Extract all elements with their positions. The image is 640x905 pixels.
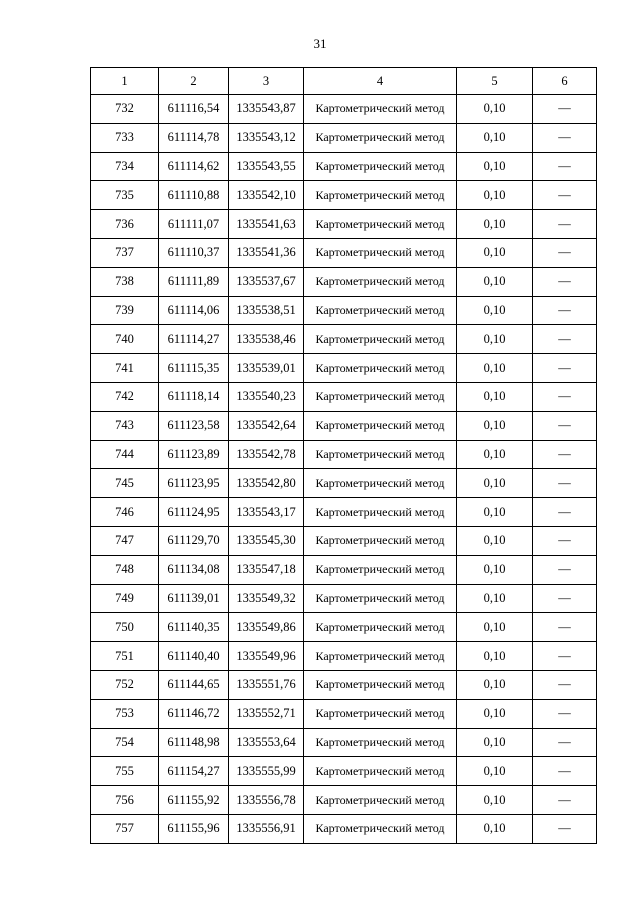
table-row (91, 440, 597, 469)
x-coordinate-cell: 611111,07 (159, 210, 229, 239)
x-coordinate-cell: 611118,14 (159, 382, 229, 411)
x-coordinate-cell: 611114,78 (159, 123, 229, 152)
header-cell-2: 2 (159, 68, 229, 95)
note-cell: — (533, 210, 597, 239)
point-number-cell: 755 (91, 757, 159, 786)
point-number-cell: 748 (91, 555, 159, 584)
table-row (91, 642, 597, 671)
accuracy-cell: 0,10 (457, 584, 533, 613)
header-cell-1: 1 (91, 68, 159, 95)
point-number-cell: 738 (91, 267, 159, 296)
accuracy-cell: 0,10 (457, 786, 533, 815)
table-row (91, 670, 597, 699)
point-number-cell: 742 (91, 382, 159, 411)
accuracy-cell: 0,10 (457, 699, 533, 728)
table-row (91, 382, 597, 411)
note-cell: — (533, 555, 597, 584)
header-cell-3: 3 (229, 68, 304, 95)
point-number-cell: 739 (91, 296, 159, 325)
method-cell: Картометрический метод (304, 181, 457, 210)
y-coordinate-cell: 1335549,96 (229, 642, 304, 671)
y-coordinate-cell: 1335556,78 (229, 786, 304, 815)
accuracy-cell: 0,10 (457, 757, 533, 786)
y-coordinate-cell: 1335552,71 (229, 699, 304, 728)
note-cell: — (533, 469, 597, 498)
accuracy-cell: 0,10 (457, 642, 533, 671)
table-row (91, 181, 597, 210)
point-number-cell: 736 (91, 210, 159, 239)
point-number-cell: 734 (91, 152, 159, 181)
method-cell: Картометрический метод (304, 238, 457, 267)
method-cell: Картометрический метод (304, 757, 457, 786)
y-coordinate-cell: 1335542,64 (229, 411, 304, 440)
point-number-cell: 740 (91, 325, 159, 354)
method-cell: Картометрический метод (304, 123, 457, 152)
point-number-cell: 732 (91, 95, 159, 124)
x-coordinate-cell: 611123,58 (159, 411, 229, 440)
x-coordinate-cell: 611110,37 (159, 238, 229, 267)
note-cell: — (533, 786, 597, 815)
accuracy-cell: 0,10 (457, 123, 533, 152)
point-number-cell: 735 (91, 181, 159, 210)
method-cell: Картометрический метод (304, 814, 457, 843)
y-coordinate-cell: 1335542,78 (229, 440, 304, 469)
table-row (91, 210, 597, 239)
x-coordinate-cell: 611111,89 (159, 267, 229, 296)
note-cell: — (533, 440, 597, 469)
accuracy-cell: 0,10 (457, 267, 533, 296)
point-number-cell: 753 (91, 699, 159, 728)
x-coordinate-cell: 611123,95 (159, 469, 229, 498)
method-cell: Картометрический метод (304, 354, 457, 383)
note-cell: — (533, 498, 597, 527)
x-coordinate-cell: 611155,92 (159, 786, 229, 815)
note-cell: — (533, 613, 597, 642)
y-coordinate-cell: 1335553,64 (229, 728, 304, 757)
y-coordinate-cell: 1335545,30 (229, 526, 304, 555)
table-row (91, 786, 597, 815)
y-coordinate-cell: 1335549,86 (229, 613, 304, 642)
table-row (91, 325, 597, 354)
x-coordinate-cell: 611144,65 (159, 670, 229, 699)
x-coordinate-cell: 611140,35 (159, 613, 229, 642)
accuracy-cell: 0,10 (457, 498, 533, 527)
point-number-cell: 750 (91, 613, 159, 642)
note-cell: — (533, 670, 597, 699)
y-coordinate-cell: 1335537,67 (229, 267, 304, 296)
method-cell: Картометрический метод (304, 670, 457, 699)
table-row (91, 613, 597, 642)
table-row (91, 728, 597, 757)
method-cell: Картометрический метод (304, 642, 457, 671)
table-row (91, 123, 597, 152)
point-number-cell: 741 (91, 354, 159, 383)
y-coordinate-cell: 1335541,63 (229, 210, 304, 239)
y-coordinate-cell: 1335555,99 (229, 757, 304, 786)
coordinates-table (90, 67, 597, 844)
method-cell: Картометрический метод (304, 526, 457, 555)
note-cell: — (533, 152, 597, 181)
note-cell: — (533, 123, 597, 152)
header-row (91, 68, 597, 95)
point-number-cell: 756 (91, 786, 159, 815)
accuracy-cell: 0,10 (457, 440, 533, 469)
accuracy-cell: 0,10 (457, 325, 533, 354)
point-number-cell: 747 (91, 526, 159, 555)
point-number-cell: 751 (91, 642, 159, 671)
y-coordinate-cell: 1335538,46 (229, 325, 304, 354)
method-cell: Картометрический метод (304, 95, 457, 124)
x-coordinate-cell: 611124,95 (159, 498, 229, 527)
table-row (91, 267, 597, 296)
accuracy-cell: 0,10 (457, 411, 533, 440)
x-coordinate-cell: 611110,88 (159, 181, 229, 210)
x-coordinate-cell: 611139,01 (159, 584, 229, 613)
x-coordinate-cell: 611148,98 (159, 728, 229, 757)
x-coordinate-cell: 611140,40 (159, 642, 229, 671)
method-cell: Картометрический метод (304, 267, 457, 296)
x-coordinate-cell: 611134,08 (159, 555, 229, 584)
y-coordinate-cell: 1335543,87 (229, 95, 304, 124)
y-coordinate-cell: 1335547,18 (229, 555, 304, 584)
point-number-cell: 752 (91, 670, 159, 699)
y-coordinate-cell: 1335541,36 (229, 238, 304, 267)
accuracy-cell: 0,10 (457, 354, 533, 383)
x-coordinate-cell: 611123,89 (159, 440, 229, 469)
accuracy-cell: 0,10 (457, 814, 533, 843)
note-cell: — (533, 699, 597, 728)
point-number-cell: 754 (91, 728, 159, 757)
note-cell: — (533, 238, 597, 267)
y-coordinate-cell: 1335543,55 (229, 152, 304, 181)
y-coordinate-cell: 1335549,32 (229, 584, 304, 613)
method-cell: Картометрический метод (304, 152, 457, 181)
x-coordinate-cell: 611129,70 (159, 526, 229, 555)
y-coordinate-cell: 1335539,01 (229, 354, 304, 383)
note-cell: — (533, 411, 597, 440)
table-row (91, 411, 597, 440)
point-number-cell: 743 (91, 411, 159, 440)
accuracy-cell: 0,10 (457, 526, 533, 555)
note-cell: — (533, 757, 597, 786)
y-coordinate-cell: 1335540,23 (229, 382, 304, 411)
y-coordinate-cell: 1335551,76 (229, 670, 304, 699)
note-cell: — (533, 814, 597, 843)
y-coordinate-cell: 1335542,80 (229, 469, 304, 498)
point-number-cell: 746 (91, 498, 159, 527)
method-cell: Картометрический метод (304, 728, 457, 757)
note-cell: — (533, 382, 597, 411)
x-coordinate-cell: 611146,72 (159, 699, 229, 728)
table-row (91, 95, 597, 124)
table-row (91, 584, 597, 613)
point-number-cell: 749 (91, 584, 159, 613)
table-header (91, 68, 597, 95)
header-cell-4: 4 (304, 68, 457, 95)
method-cell: Картометрический метод (304, 584, 457, 613)
point-number-cell: 733 (91, 123, 159, 152)
accuracy-cell: 0,10 (457, 555, 533, 584)
table-row (91, 469, 597, 498)
accuracy-cell: 0,10 (457, 238, 533, 267)
y-coordinate-cell: 1335538,51 (229, 296, 304, 325)
x-coordinate-cell: 611115,35 (159, 354, 229, 383)
point-number-cell: 757 (91, 814, 159, 843)
header-cell-5: 5 (457, 68, 533, 95)
y-coordinate-cell: 1335543,12 (229, 123, 304, 152)
page-number: 31 (313, 36, 327, 51)
accuracy-cell: 0,10 (457, 382, 533, 411)
table-row (91, 699, 597, 728)
y-coordinate-cell: 1335556,91 (229, 814, 304, 843)
table-row (91, 152, 597, 181)
x-coordinate-cell: 611114,62 (159, 152, 229, 181)
y-coordinate-cell: 1335543,17 (229, 498, 304, 527)
method-cell: Картометрический метод (304, 699, 457, 728)
table-row (91, 296, 597, 325)
method-cell: Картометрический метод (304, 786, 457, 815)
accuracy-cell: 0,10 (457, 210, 533, 239)
accuracy-cell: 0,10 (457, 670, 533, 699)
table-row (91, 498, 597, 527)
point-number-cell: 745 (91, 469, 159, 498)
accuracy-cell: 0,10 (457, 95, 533, 124)
method-cell: Картометрический метод (304, 613, 457, 642)
method-cell: Картометрический метод (304, 411, 457, 440)
table-row (91, 757, 597, 786)
accuracy-cell: 0,10 (457, 469, 533, 498)
method-cell: Картометрический метод (304, 325, 457, 354)
accuracy-cell: 0,10 (457, 181, 533, 210)
method-cell: Картометрический метод (304, 469, 457, 498)
method-cell: Картометрический метод (304, 555, 457, 584)
accuracy-cell: 0,10 (457, 728, 533, 757)
header-cell-6: 6 (533, 68, 597, 95)
table-row (91, 526, 597, 555)
x-coordinate-cell: 611154,27 (159, 757, 229, 786)
note-cell: — (533, 325, 597, 354)
method-cell: Картометрический метод (304, 440, 457, 469)
note-cell: — (533, 642, 597, 671)
x-coordinate-cell: 611114,06 (159, 296, 229, 325)
note-cell: — (533, 354, 597, 383)
x-coordinate-cell: 611114,27 (159, 325, 229, 354)
accuracy-cell: 0,10 (457, 613, 533, 642)
accuracy-cell: 0,10 (457, 152, 533, 181)
note-cell: — (533, 181, 597, 210)
x-coordinate-cell: 611116,54 (159, 95, 229, 124)
note-cell: — (533, 526, 597, 555)
note-cell: — (533, 728, 597, 757)
note-cell: — (533, 296, 597, 325)
method-cell: Картометрический метод (304, 382, 457, 411)
x-coordinate-cell: 611155,96 (159, 814, 229, 843)
table-row (91, 354, 597, 383)
note-cell: — (533, 95, 597, 124)
method-cell: Картометрический метод (304, 498, 457, 527)
method-cell: Картометрический метод (304, 210, 457, 239)
table-row (91, 238, 597, 267)
note-cell: — (533, 267, 597, 296)
y-coordinate-cell: 1335542,10 (229, 181, 304, 210)
table-body (91, 95, 597, 844)
table-row (91, 555, 597, 584)
method-cell: Картометрический метод (304, 296, 457, 325)
table-row (91, 814, 597, 843)
accuracy-cell: 0,10 (457, 296, 533, 325)
point-number-cell: 744 (91, 440, 159, 469)
point-number-cell: 737 (91, 238, 159, 267)
note-cell: — (533, 584, 597, 613)
